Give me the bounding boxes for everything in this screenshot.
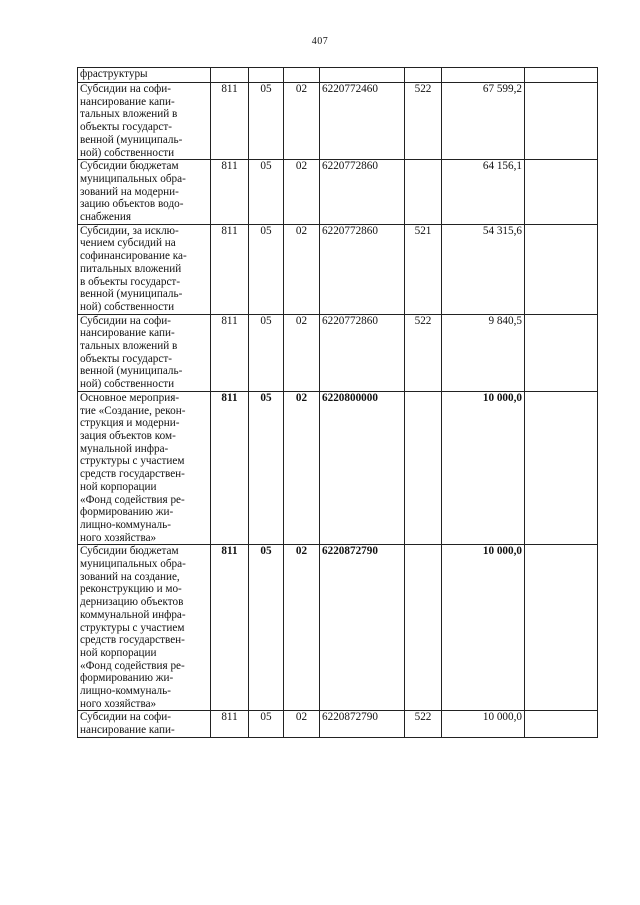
table-row: [78, 68, 598, 83]
cell-amount: [442, 68, 525, 83]
cell-expense-type: [405, 545, 442, 711]
table-row: [78, 160, 598, 225]
cell-subsection-code: 02: [284, 314, 320, 391]
cell-ministry-code: 811: [211, 711, 249, 737]
cell-expense-type: 522: [405, 314, 442, 391]
cell-subsection-code: 02: [284, 391, 320, 544]
cell-extra: [525, 711, 598, 737]
cell-section-code: 05: [249, 224, 284, 314]
cell-subsection-code: 02: [284, 711, 320, 737]
cell-expense-type: 522: [405, 83, 442, 160]
cell-subsection-code: 02: [284, 545, 320, 711]
budget-table: [77, 67, 598, 738]
cell-extra: [525, 314, 598, 391]
cell-amount: 10 000,0: [442, 711, 525, 737]
cell-expense-type: [405, 68, 442, 83]
cell-subsection-code: 02: [284, 83, 320, 160]
cell-section-code: 05: [249, 83, 284, 160]
cell-section-code: 05: [249, 391, 284, 544]
cell-extra: [525, 160, 598, 225]
cell-description: Субсидии на софи- нансирование капи- тальных вложений в объекты государст- венной (муниципаль- ной) собственности: [78, 314, 211, 391]
cell-target-article: [320, 68, 405, 83]
cell-subsection-code: 02: [284, 160, 320, 225]
cell-description: Субсидии, за исклю- чением субсидий на софинансирование ка- питальных вложений в объекты государст- венной (муниципаль- ной) собственности: [78, 224, 211, 314]
cell-subsection-code: 02: [284, 224, 320, 314]
cell-section-code: [249, 68, 284, 83]
table-row: [78, 224, 598, 314]
cell-target-article: 6220772860: [320, 160, 405, 225]
cell-extra: [525, 83, 598, 160]
cell-ministry-code: [211, 68, 249, 83]
cell-description: фраструктуры: [78, 68, 211, 83]
cell-subsection-code: [284, 68, 320, 83]
cell-description: Субсидии бюджетам муниципальных обра- зований на модерни- зацию объектов водо- снабжения: [78, 160, 211, 225]
cell-ministry-code: 811: [211, 83, 249, 160]
cell-target-article: 6220800000: [320, 391, 405, 544]
cell-ministry-code: 811: [211, 391, 249, 544]
cell-target-article: 6220772460: [320, 83, 405, 160]
table-row: [78, 391, 598, 544]
cell-extra: [525, 545, 598, 711]
cell-description: Субсидии на софи- нансирование капи- тальных вложений в объекты государст- венной (муниципаль- ной) собственности: [78, 83, 211, 160]
cell-amount: 67 599,2: [442, 83, 525, 160]
cell-target-article: 6220772860: [320, 224, 405, 314]
cell-section-code: 05: [249, 711, 284, 737]
cell-expense-type: [405, 391, 442, 544]
table-row: [78, 545, 598, 711]
cell-ministry-code: 811: [211, 545, 249, 711]
cell-ministry-code: 811: [211, 160, 249, 225]
cell-description: Основное мероприя- тие «Создание, рекон- струкция и модерни- зация объектов ком- мунальной инфра- структуры с участием средств государствен- ной корпорации «Фонд содействия ре- формированию жи- лищно-коммуналь- ного хозяйства»: [78, 391, 211, 544]
cell-extra: [525, 391, 598, 544]
cell-section-code: 05: [249, 160, 284, 225]
cell-description: Субсидии бюджетам муниципальных обра- зований на создание, реконструкцию и мо- дернизацию объектов коммунальной инфра- структуры с участием средств государствен- ной корпорации «Фонд содействия ре- формированию жи- лищно-коммуналь- ного хозяйства»: [78, 545, 211, 711]
cell-amount: 54 315,6: [442, 224, 525, 314]
cell-description: Субсидии на софи- нансирование капи-: [78, 711, 211, 737]
cell-extra: [525, 224, 598, 314]
cell-section-code: 05: [249, 314, 284, 391]
cell-target-article: 6220872790: [320, 711, 405, 737]
cell-target-article: 6220772860: [320, 314, 405, 391]
table-row: [78, 711, 598, 737]
cell-target-article: 6220872790: [320, 545, 405, 711]
cell-ministry-code: 811: [211, 224, 249, 314]
cell-expense-type: [405, 160, 442, 225]
cell-amount: 64 156,1: [442, 160, 525, 225]
cell-amount: 10 000,0: [442, 391, 525, 544]
table-row: [78, 314, 598, 391]
cell-ministry-code: 811: [211, 314, 249, 391]
page-number: 407: [311, 36, 329, 47]
table-row: [78, 83, 598, 160]
cell-amount: 10 000,0: [442, 545, 525, 711]
cell-amount: 9 840,5: [442, 314, 525, 391]
cell-section-code: 05: [249, 545, 284, 711]
cell-expense-type: 522: [405, 711, 442, 737]
cell-expense-type: 521: [405, 224, 442, 314]
cell-extra: [525, 68, 598, 83]
